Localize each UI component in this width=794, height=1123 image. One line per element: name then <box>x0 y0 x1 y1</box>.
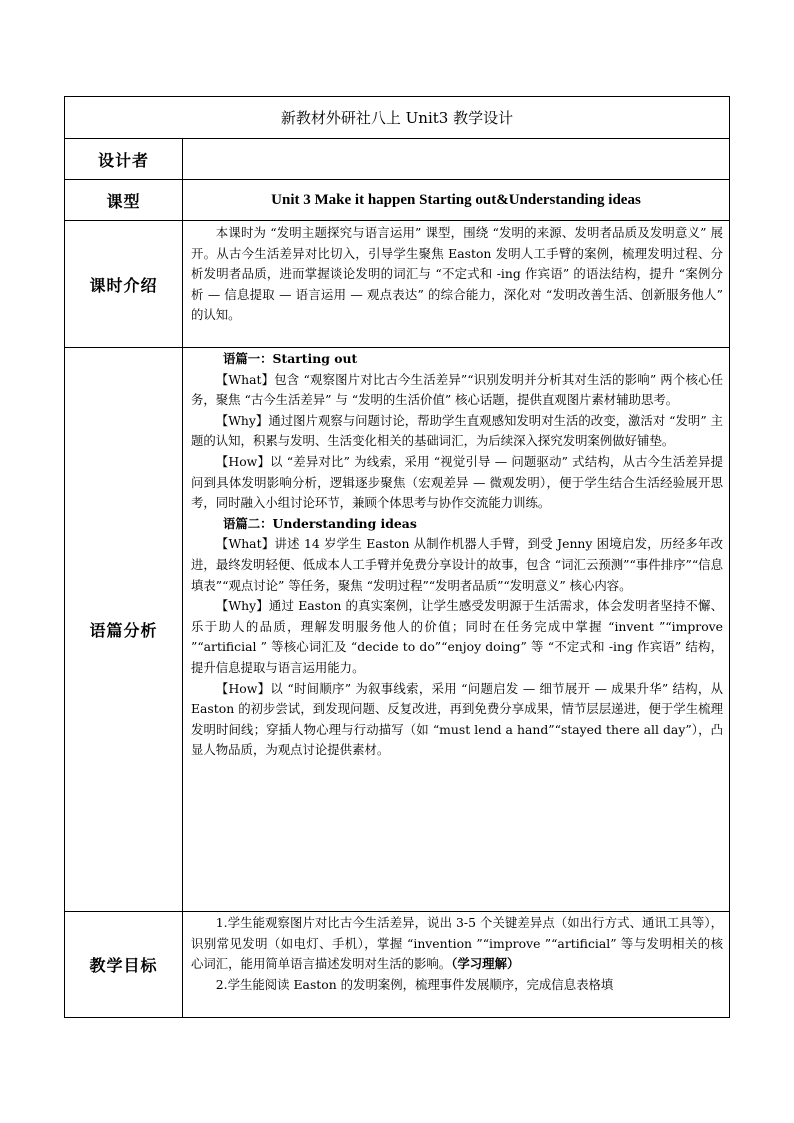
goals-label: 教学目标 <box>65 912 183 1018</box>
section-1-what: 【What】包含 “观察图片对比古今生活差异”“识别发明并分析其对生活的影响” 两个核心任务，聚焦 “古今生活差异” 与 “发明的生活价值” 核心话题，提供直观图片素材辅助思考。 <box>191 371 723 408</box>
lesson-type-row <box>65 180 730 221</box>
goal-item-2 <box>191 975 723 996</box>
lesson-type-label: 课型 <box>65 180 183 221</box>
section-1-how: 【How】以 “差异对比” 为线索，采用 “视觉引导 — 问题驱动” 式结构，从古今生活差异提问到具体发明影响分析，逻辑逐步聚焦（宏观差异 — 微观发明），便于学生结合生活经验展开思考，同时融入小组讨论环节，兼顾个体思考与协作交流能力训练。 <box>191 453 723 511</box>
designer-value <box>183 139 730 180</box>
analysis-label: 语篇分析 <box>65 348 183 912</box>
document-title: 新教材外研社八上 Unit3 教学设计 <box>65 97 730 139</box>
goal-item-1-note: （学习理解） <box>451 956 520 972</box>
section-2-heading: 语篇二：Understanding ideas <box>223 515 417 531</box>
intro-label: 课时介绍 <box>65 221 183 348</box>
goals-cell <box>183 912 730 1018</box>
analysis-cell <box>183 348 730 912</box>
section-2-why: 【Why】通过 Easton 的真实案例，让学生感受发明源于生活需求，体会发明者坚持不懈、乐于助人的品质，理解发明服务他人的价值；同时在任务完成中掌握 “invent ”“improve ”“artificial ” 等核心词汇及 “decide to do”“enjoy doing” 等 “不定式和 -ing 作宾语” 结构，提升信息提取与语言运用能力。 <box>191 598 723 675</box>
goal-item-2-text: 2.学生能阅读 Easton 的发明案例，梳理事件发展顺序，完成信息表格填 <box>215 976 614 992</box>
designer-label: 设计者 <box>65 139 183 180</box>
intro-cell <box>183 221 730 348</box>
lesson-design-table <box>64 96 730 1018</box>
goal-item-1 <box>191 913 723 975</box>
section-2-what: 【What】讲述 14 岁学生 Easton 从制作机器人手臂，到受 Jenny 困境启发，历经多年改进，最终发明轻便、低成本人工手臂并免费分享设计的故事，包含 “词汇云预测”“事件排序”“信息填表”“观点讨论” 等任务，聚焦 “发明过程”“发明者品质”“发明意义” 核心内容。 <box>191 536 723 593</box>
goal-item-1-text: 1.学生能观察图片对比古今生活差异，说出 3-5 个关键差异点（如出行方式、通讯工具等），识别常见发明（如电灯、手机），掌握 “invention ”“improve ”“artificial” 等与发明相关的核心词汇，能用简单语言描述发明对生活的影响。 <box>191 915 723 972</box>
section-2-how: 【How】以 “时间顺序” 为叙事线索，采用 “问题启发 — 细节展开 — 成果升华” 结构，从 Easton 的初步尝试，到发现问题、反复改进，再到免费分享成果，情节层层递进，便于学生梳理发明时间线；穿插人物心理与行动描写（如 “must lend a hand”“stayed there all day”），凸显人物品质，为观点讨论提供素材。 <box>191 680 723 758</box>
designer-row <box>65 139 730 180</box>
intro-row <box>65 221 730 348</box>
lesson-type-value: Unit 3 Make it happen Starting out&Understanding ideas <box>183 180 730 221</box>
analysis-row <box>65 348 730 912</box>
intro-text: 本课时为 “发明主题探究与语言运用” 课型，围绕 “发明的来源、发明者品质及发明意义” 展开。从古今生活差异对比切入，引导学生聚焦 Easton 发明人工手臂的案例，梳理发明过程、分析发明者品质，进而掌握谈论发明的词汇与 “不定式和 -ing 作宾语” 的语法结构，提升 “案例分析 — 信息提取 — 语言运用 — 观点表达” 的综合能力，深化对 “发明改善生活、创新服务他人” 的认知。 <box>191 225 723 323</box>
section-1-why: 【Why】通过图片观察与问题讨论，帮助学生直观感知发明对生活的改变，激活对 “发明” 主题的认知，积累与发明、生活变化相关的基础词汇，为后续深入探究发明案例做好铺垫。 <box>191 412 723 449</box>
section-1-heading: 语篇一：Starting out <box>223 351 358 366</box>
title-row <box>65 97 730 139</box>
goals-row <box>65 912 730 1018</box>
